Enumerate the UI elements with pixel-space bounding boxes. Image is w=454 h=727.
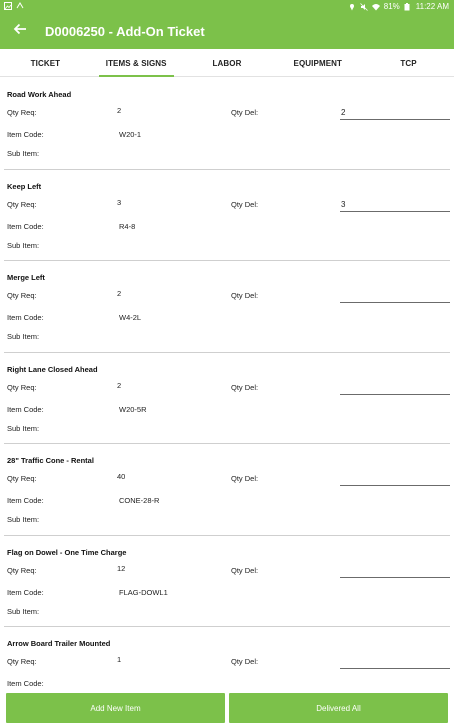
- arrow-back-icon: [13, 22, 27, 41]
- item-title: Right Lane Closed Ahead: [7, 364, 98, 374]
- qty-del-input[interactable]: [340, 288, 450, 303]
- sub-item-label: Sub Item:: [7, 332, 40, 341]
- item-code-label: Item Code:: [7, 130, 44, 139]
- bottom-action-bar: [0, 690, 454, 727]
- qty-req-value: 40: [117, 472, 126, 481]
- sub-item-label: Sub Item:: [7, 606, 40, 616]
- list-item: [0, 353, 454, 445]
- image-notification-icon: [4, 2, 12, 10]
- item-code-label: Item Code:: [7, 404, 44, 414]
- qty-del-label: Qty Del:: [231, 291, 259, 300]
- tab-labor[interactable]: LABOR: [212, 59, 242, 68]
- list-item: [0, 78, 454, 170]
- tab-ticket[interactable]: TICKET: [30, 59, 61, 68]
- qty-del-input[interactable]: [340, 471, 450, 486]
- qty-req-value: 2: [117, 106, 122, 115]
- sync-notification-icon: [16, 2, 24, 10]
- list-item: [0, 536, 454, 628]
- qty-del-label: Qty Del:: [231, 565, 259, 575]
- sub-item-label: Sub Item:: [7, 515, 40, 524]
- item-code-value: R4-8: [119, 221, 136, 231]
- qty-req-value: 1: [117, 655, 122, 664]
- item-title: Road Work Ahead: [7, 90, 72, 99]
- page-title: D0006250 - Add-On Ticket: [45, 24, 205, 39]
- qty-req-value: 3: [117, 197, 122, 207]
- item-code-label: Item Code:: [7, 313, 44, 322]
- qty-req-label: Qty Req:: [7, 565, 37, 575]
- qty-del-label: Qty Del:: [231, 108, 259, 117]
- qty-req-label: Qty Req:: [7, 657, 37, 666]
- item-title: Arrow Board Trailer Mounted: [7, 639, 111, 648]
- list-item: [0, 627, 454, 690]
- app-bar: [0, 13, 454, 49]
- qty-req-value: 2: [117, 289, 122, 298]
- qty-req-label: Qty Req:: [7, 382, 37, 392]
- add-new-item-button[interactable]: Add New Item: [6, 693, 225, 723]
- tab-equipment[interactable]: EQUIPMENT: [293, 59, 343, 68]
- item-code-label: Item Code:: [7, 587, 44, 597]
- sub-item-label: Sub Item:: [7, 149, 40, 158]
- qty-del-input[interactable]: [340, 654, 450, 669]
- item-title: Merge Left: [7, 273, 45, 282]
- battery-percent: 81%: [383, 2, 400, 11]
- qty-req-label: Qty Req:: [7, 474, 37, 483]
- item-code-value: CONE-28-R: [119, 496, 160, 505]
- item-code-label: Item Code:: [7, 221, 44, 231]
- qty-req-label: Qty Req:: [7, 108, 37, 117]
- battery-icon: [404, 3, 412, 11]
- qty-del-label: Qty Del:: [231, 382, 259, 392]
- item-code-label: Item Code:: [7, 496, 44, 505]
- location-icon: [348, 3, 356, 11]
- qty-del-label: Qty Del:: [231, 199, 259, 209]
- tab-items-signs[interactable]: ITEMS & SIGNS: [91, 49, 182, 76]
- qty-req-label: Qty Req:: [7, 291, 37, 300]
- item-code-label: Item Code:: [7, 679, 44, 688]
- list-item: [0, 261, 454, 353]
- wifi-icon: [372, 3, 380, 11]
- item-code-value: FLAG-DOWL1: [119, 587, 168, 597]
- qty-req-value: 12: [117, 563, 126, 573]
- qty-del-input[interactable]: [340, 563, 450, 578]
- qty-del-label: Qty Del:: [231, 474, 259, 483]
- list-item: [0, 444, 454, 536]
- qty-del-input[interactable]: 2: [340, 105, 450, 120]
- back-button[interactable]: [8, 19, 32, 43]
- status-bar: [0, 0, 454, 13]
- items-list[interactable]: [0, 78, 454, 690]
- clock: 11:22 AM: [415, 2, 449, 11]
- qty-del-label: Qty Del:: [231, 657, 259, 666]
- item-title: Keep Left: [7, 181, 42, 191]
- tab-tcp[interactable]: TCP: [400, 59, 417, 68]
- sub-item-label: Sub Item:: [7, 240, 40, 250]
- qty-del-input[interactable]: [340, 380, 450, 395]
- item-code-value: W20-5R: [119, 404, 147, 414]
- item-code-value: W4-2L: [119, 313, 142, 322]
- qty-req-label: Qty Req:: [7, 199, 37, 209]
- tab-bar: [0, 49, 454, 77]
- sub-item-label: Sub Item:: [7, 423, 40, 433]
- item-title: Flag on Dowel - One Time Charge: [7, 547, 127, 557]
- delivered-all-button[interactable]: Delivered All: [229, 693, 448, 723]
- item-title: 28" Traffic Cone - Rental: [7, 456, 94, 465]
- item-code-value: W20-1: [119, 130, 142, 139]
- mute-icon: [360, 3, 368, 11]
- qty-req-value: 2: [117, 380, 122, 390]
- qty-del-input[interactable]: 3: [340, 197, 450, 212]
- list-item: [0, 170, 454, 262]
